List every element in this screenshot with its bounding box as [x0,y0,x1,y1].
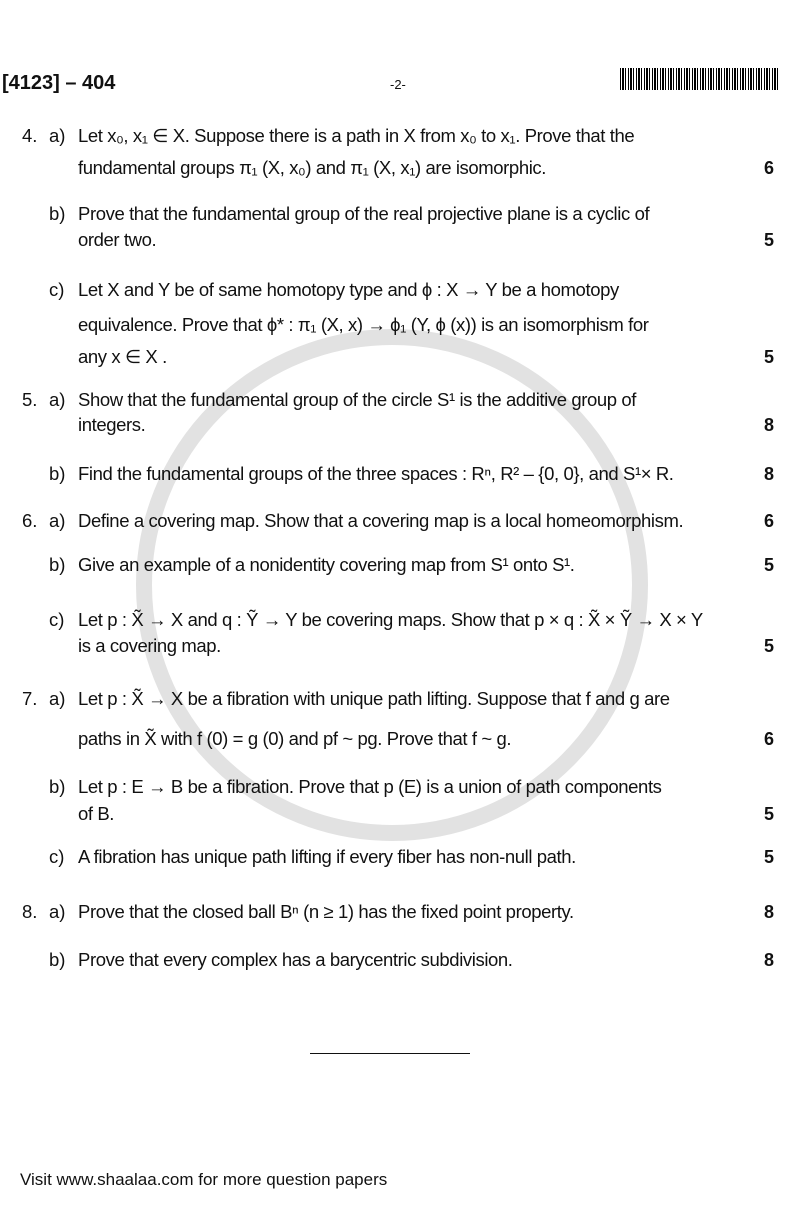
part-label: b) [49,463,66,484]
question-text-line: Give an example of a nonidentity covering map from S¹ onto S¹. [78,554,575,575]
question-text-line: Let p : E → B be a fibration. Prove that p (E) is a union of path components [78,776,662,797]
part-label: c) [49,846,65,867]
question-text-line: Let p : X̃ → X be a fibration with unique path lifting. Suppose that f and g are [78,688,670,709]
question-number: 6. [22,510,38,531]
question-text-line: paths in X̃ with f (0) = g (0) and pf ~ pg. Prove that f ~ g. [78,728,512,749]
question-text-line: order two. [78,229,157,250]
question-text-line: Prove that the closed ball Bⁿ (n ≥ 1) has the fixed point property. [78,901,574,922]
question-text-line: Let x₀, x₁ ∈ X. Suppose there is a path in X from x₀ to x₁. Prove that the [78,125,635,146]
marks: 8 [764,950,775,970]
part-label: a) [49,510,66,531]
page-number: -2- [390,77,406,92]
question-text-line: Define a covering map. Show that a covering map is a local homeomorphism. [78,510,684,531]
marks: 5 [764,555,775,575]
question-text-line: Prove that the fundamental group of the real projective plane is a cyclic of [78,203,650,224]
question-number: 5. [22,389,38,410]
question-text-line: A fibration has unique path lifting if every fiber has non-null path. [78,846,576,867]
marks: 8 [764,464,775,484]
part-label: b) [49,203,66,224]
marks: 6 [764,158,775,178]
footer-text: Visit www.shaalaa.com for more question papers [20,1170,388,1189]
marks: 5 [764,347,775,367]
marks: 8 [764,415,775,435]
question-text-line: fundamental groups π₁ (X, x₀) and π₁ (X, x₁) are isomorphic. [78,157,547,178]
barcode [620,68,780,90]
marks: 5 [764,804,775,824]
question-text-line: integers. [78,414,146,435]
part-label: b) [49,949,66,970]
part-label: b) [49,554,66,575]
part-label: c) [49,609,65,630]
part-label: b) [49,776,66,797]
marks: 8 [764,902,775,922]
question-text-line: is a covering map. [78,635,221,656]
question-number: 7. [22,688,38,709]
part-label: c) [49,279,65,300]
question-text-line: any x ∈ X . [78,346,167,367]
part-label: a) [49,125,66,146]
paper-code: [4123] – 404 [2,72,116,94]
question-text-line: Prove that every complex has a barycentric subdivision. [78,949,513,970]
marks: 5 [764,847,775,867]
marks: 5 [764,636,775,656]
marks: 5 [764,230,775,250]
marks: 6 [764,729,775,749]
question-text-line: Show that the fundamental group of the circle S¹ is the additive group of [78,389,637,410]
question-text-line: of B. [78,803,115,824]
question-number: 8. [22,901,38,922]
end-rule [310,1053,470,1054]
question-text-line: Find the fundamental groups of the three spaces : Rⁿ, R² – {0, 0}, and S¹× R. [78,463,674,484]
question-text-line: Let p : X̃ → X and q : Ỹ → Y be covering maps. Show that p × q : X̃ × Ỹ → X × Y [78,609,703,630]
question-text-line: equivalence. Prove that ϕ* : π₁ (X, x) → ϕ₁ (Y, ϕ (x)) is an isomorphism for [78,314,649,335]
part-label: a) [49,688,66,709]
marks: 6 [764,511,775,531]
question-text-line: Let X and Y be of same homotopy type and ϕ : X → Y be a homotopy [78,279,619,300]
part-label: a) [49,901,66,922]
question-number: 4. [22,125,38,146]
part-label: a) [49,389,66,410]
